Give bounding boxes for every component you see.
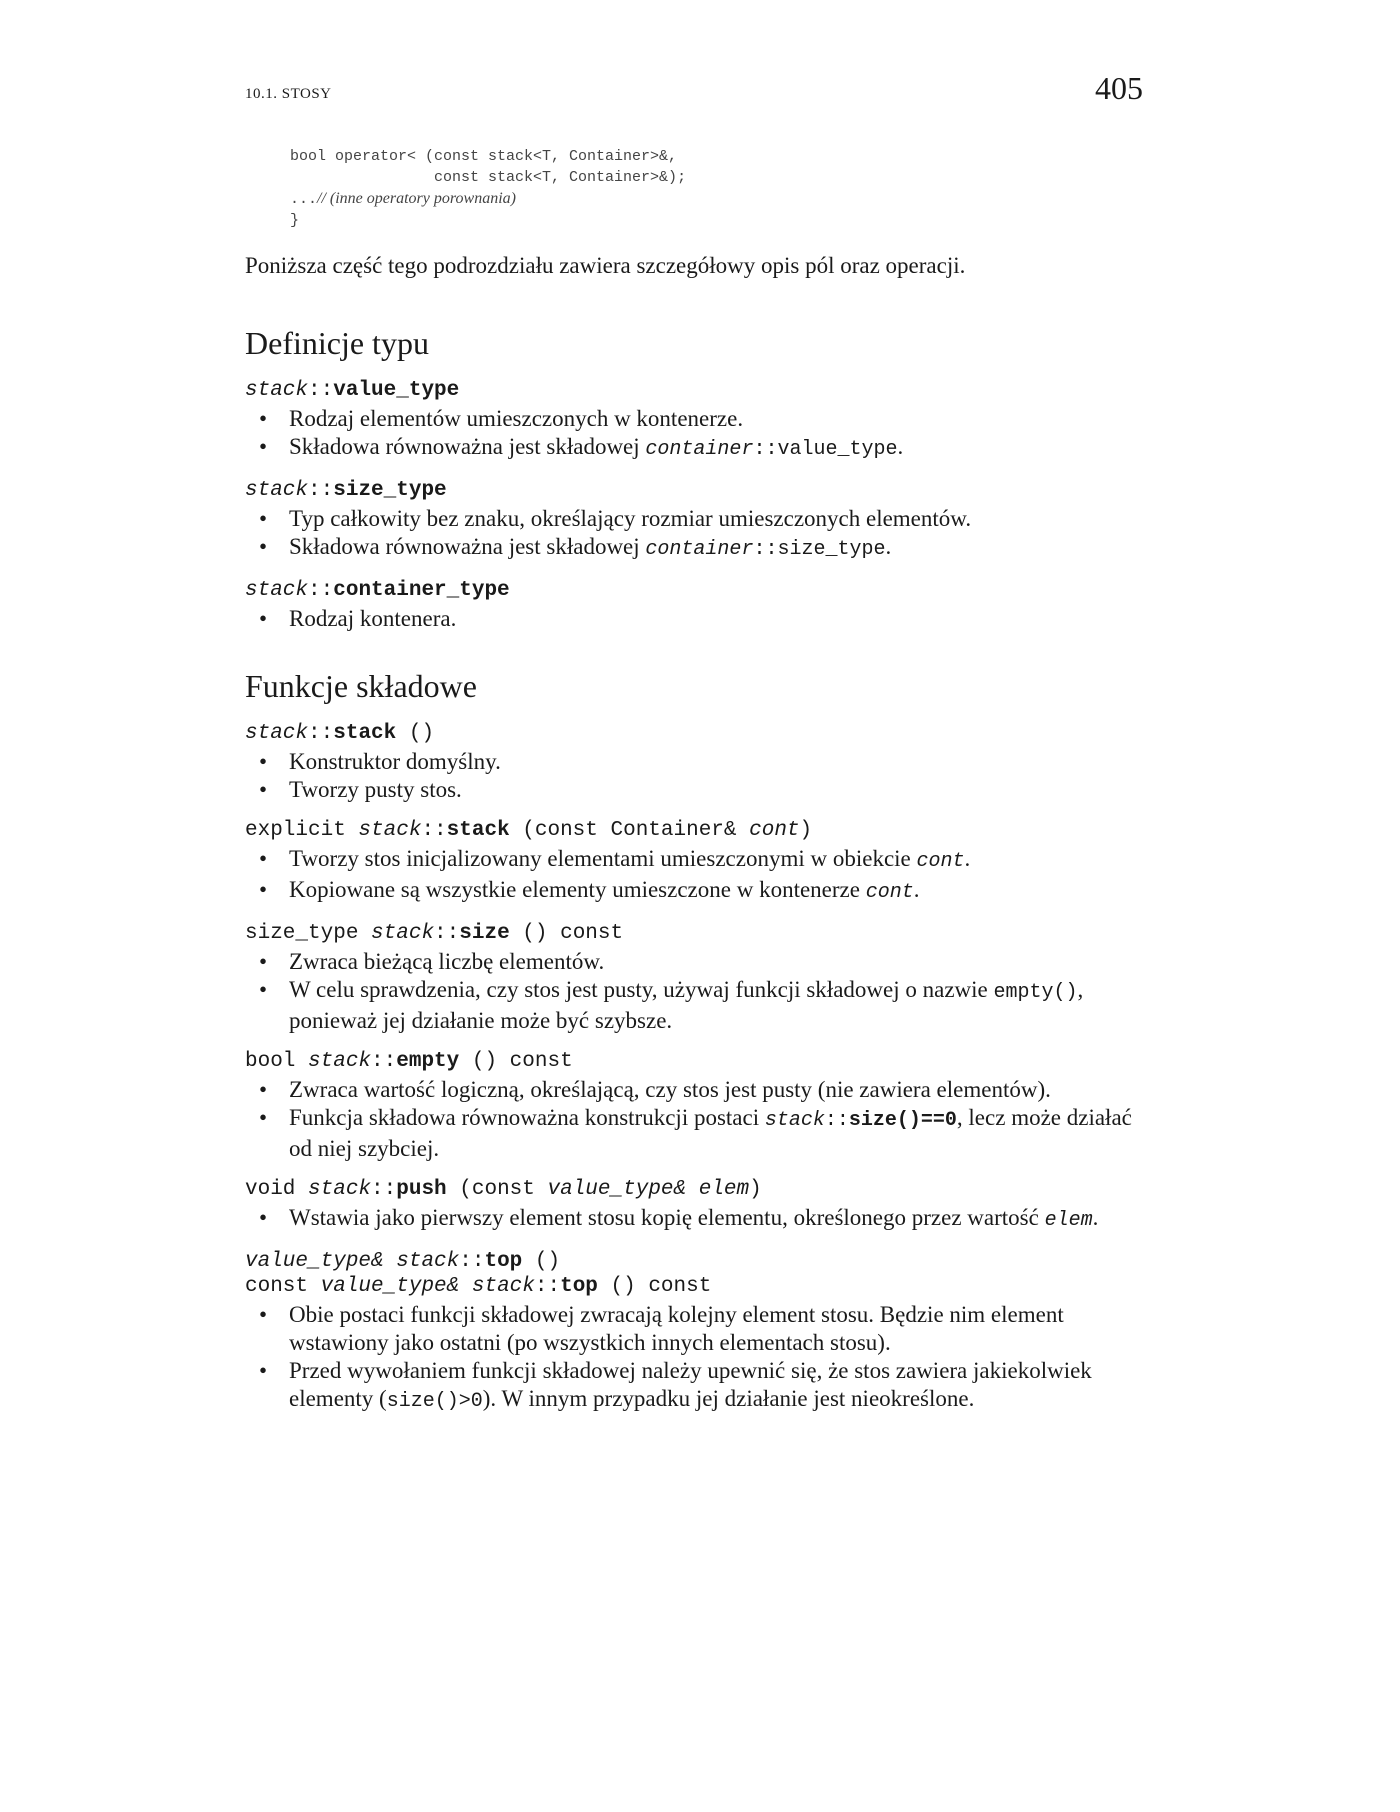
sig-return-type: value_type& [320, 1275, 460, 1298]
inline-code: ::size_type [753, 538, 886, 561]
item-text: . [897, 434, 904, 459]
list-item [245, 1301, 1150, 1357]
sig-member: container_type [333, 579, 510, 602]
sig-params: ) [799, 819, 813, 842]
sig-class: stack [245, 479, 309, 502]
page-number: 405 [1095, 70, 1143, 106]
list-item [245, 605, 1150, 633]
sig-class: stack [245, 579, 309, 602]
sig-sep: :: [459, 1250, 485, 1273]
item-text: Rodzaj kontenera. [289, 606, 457, 631]
intro-paragraph: Poniższa część tego podrozdziału zawiera szczegółowy opis pól oraz operacji. [245, 253, 966, 278]
sig-member: size [459, 922, 510, 945]
code-line: const stack<T, Container>&); [290, 169, 687, 186]
sig-params: (const [446, 1178, 548, 1201]
bullet-list [245, 405, 1150, 464]
item-text: Wstawia jako pierwszy element stosu kopię elementu, określonego przez wartość [289, 1205, 1045, 1230]
sig-sep: :: [371, 1178, 397, 1201]
inline-code: elem [1044, 1209, 1093, 1232]
bullet-list [245, 845, 1150, 907]
list-item [245, 1357, 1150, 1416]
code-line: bool operator< (const stack<T, Container>&, [290, 148, 678, 165]
item-text: Zwraca wartość logiczną, określającą, czy stos jest pusty (nie zawiera elementów). [289, 1077, 1051, 1102]
list-item [245, 1076, 1150, 1104]
sig-class: stack [245, 722, 309, 745]
list-item [245, 876, 1150, 907]
signature [245, 721, 1150, 746]
sig-member: value_type [333, 379, 460, 402]
sig-class: stack [371, 922, 435, 945]
sig-member: top [560, 1275, 598, 1298]
sig-class: stack [308, 1050, 372, 1073]
sig-prefix: size_type [245, 922, 372, 945]
list-item [245, 533, 1150, 564]
sig-space [384, 1250, 397, 1273]
list-item [245, 505, 1150, 533]
list-item [245, 948, 1150, 976]
item-text: Kopiowane są wszystkie elementy umieszczone w kontenerze [289, 877, 866, 902]
entry-container-type [245, 578, 1150, 633]
sig-param-name: elem [686, 1178, 750, 1201]
item-text: Typ całkowity bez znaku, określający rozmiar umieszczonych elementów. [289, 506, 972, 531]
inline-code: empty() [993, 981, 1078, 1004]
sig-sep: :: [421, 819, 447, 842]
running-head: 10.1. STOSY [245, 86, 332, 102]
item-text: W celu sprawdzenia, czy stos jest pusty, używaj funkcji składowej o nazwie [289, 977, 994, 1002]
sig-member: empty [396, 1050, 460, 1073]
sig-class: stack [396, 1250, 460, 1273]
sig-prefix: void [245, 1178, 309, 1201]
inline-code: cont [865, 881, 914, 904]
sig-prefix: bool [245, 1050, 309, 1073]
list-item [245, 433, 1150, 464]
inline-code: :: [824, 1109, 849, 1132]
item-text: Zwraca bieżącą liczbę elementów. [289, 949, 605, 974]
item-text: , ponieważ jej działanie może być szybsze. [289, 977, 1084, 1033]
entry-empty [245, 1049, 1150, 1163]
bullet-list [245, 1301, 1150, 1416]
code-line-prefix: ... [290, 191, 318, 208]
item-text: . [913, 877, 920, 902]
item-text: Przed wywołaniem funkcji składowej należy upewnić się, że stos zawiera jakiekolwiek elementy ( [289, 1358, 1092, 1411]
sig-class: stack [471, 1275, 535, 1298]
signature [245, 1249, 1150, 1274]
sig-sep: :: [308, 722, 334, 745]
item-text: Konstruktor domyślny. [289, 749, 501, 774]
signature [245, 1177, 1150, 1202]
signature [245, 378, 1150, 403]
inline-code: ::value_type [753, 438, 898, 461]
bullet-list [245, 1204, 1150, 1235]
entry-top [245, 1249, 1150, 1416]
sig-class: stack [308, 1178, 372, 1201]
item-text: . [1092, 1205, 1099, 1230]
signature [245, 818, 1150, 843]
sig-params: () [522, 1250, 561, 1273]
signature [245, 1274, 1150, 1299]
sig-params: () [396, 722, 435, 745]
section-heading: Definicje typu [245, 325, 429, 361]
inline-code: container [645, 538, 754, 561]
sig-member: size_type [333, 479, 447, 502]
sig-member: stack [333, 722, 397, 745]
sig-suffix: () const [509, 922, 624, 945]
sig-sep: :: [534, 1275, 561, 1298]
item-text: Tworzy pusty stos. [289, 777, 462, 802]
item-text: Składowa równoważna jest składowej [289, 534, 646, 559]
sig-prefix: explicit [245, 819, 359, 842]
sig-member: stack [446, 819, 510, 842]
sig-member: top [484, 1250, 523, 1273]
entry-default-ctor [245, 721, 1150, 804]
sig-param-type: value_type& [547, 1178, 687, 1201]
sig-space [459, 1275, 472, 1298]
sig-params: (const Container& [509, 819, 750, 842]
sig-sep: :: [308, 579, 334, 602]
list-item [245, 976, 1150, 1035]
list-item [245, 1204, 1150, 1235]
sig-class: stack [245, 379, 309, 402]
sig-return-type: value_type& [245, 1250, 384, 1273]
list-item [245, 1104, 1150, 1163]
bullet-list [245, 948, 1150, 1035]
list-item [245, 845, 1150, 876]
item-text: Funkcja składowa równoważna konstrukcji postaci [289, 1105, 765, 1130]
code-comment: // (inne operatory porownania) [317, 190, 516, 207]
entry-push [245, 1177, 1150, 1235]
item-text: . [885, 534, 892, 559]
signature [245, 578, 1150, 603]
signature [245, 478, 1150, 503]
inline-code: container [645, 438, 754, 461]
page-body [245, 252, 1150, 1430]
sig-sep: :: [371, 1050, 397, 1073]
sig-member: push [396, 1178, 447, 1201]
sig-suffix: () const [597, 1275, 712, 1298]
list-item [245, 748, 1150, 776]
inline-code: stack [764, 1109, 825, 1132]
list-item [245, 405, 1150, 433]
bullet-list [245, 748, 1150, 804]
code-listing [290, 146, 686, 231]
sig-sep: :: [434, 922, 460, 945]
entry-explicit-ctor [245, 818, 1150, 907]
inline-code: size()==0 [848, 1109, 957, 1132]
item-text: , lecz może działać od niej szybciej. [289, 1105, 1132, 1161]
item-text: Tworzy stos inicjalizowany elementami umieszczonymi w obiekcie [289, 846, 917, 871]
signature [245, 1049, 1150, 1074]
item-text: Składowa równoważna jest składowej [289, 434, 646, 459]
bullet-list [245, 505, 1150, 564]
bullet-list [245, 1076, 1150, 1163]
entry-size-type [245, 478, 1150, 564]
entry-value-type [245, 378, 1150, 464]
entry-size [245, 921, 1150, 1035]
sig-suffix: () const [459, 1050, 573, 1073]
list-item [245, 776, 1150, 804]
sig-params: ) [749, 1178, 762, 1201]
sig-param-name: cont [749, 819, 800, 842]
signature [245, 921, 1150, 946]
bullet-list [245, 605, 1150, 633]
sig-sep: :: [308, 479, 334, 502]
code-line: } [290, 212, 300, 229]
inline-code: cont [916, 850, 965, 873]
item-text: Rodzaj elementów umieszczonych w kontenerze. [289, 406, 744, 431]
item-text: ). W innym przypadku jej działanie jest nieokreślone. [482, 1386, 975, 1411]
sig-prefix: const [245, 1275, 321, 1298]
section-heading: Funkcje składowe [245, 668, 477, 704]
sig-sep: :: [308, 379, 334, 402]
item-text: . [964, 846, 971, 871]
inline-code: size()>0 [386, 1390, 483, 1413]
sig-class: stack [358, 819, 422, 842]
item-text: Obie postaci funkcji składowej zwracają kolejny element stosu. Będzie nim element wstawiony jako ostatni (po wszystkich innych elementach stosu). [289, 1302, 1064, 1355]
